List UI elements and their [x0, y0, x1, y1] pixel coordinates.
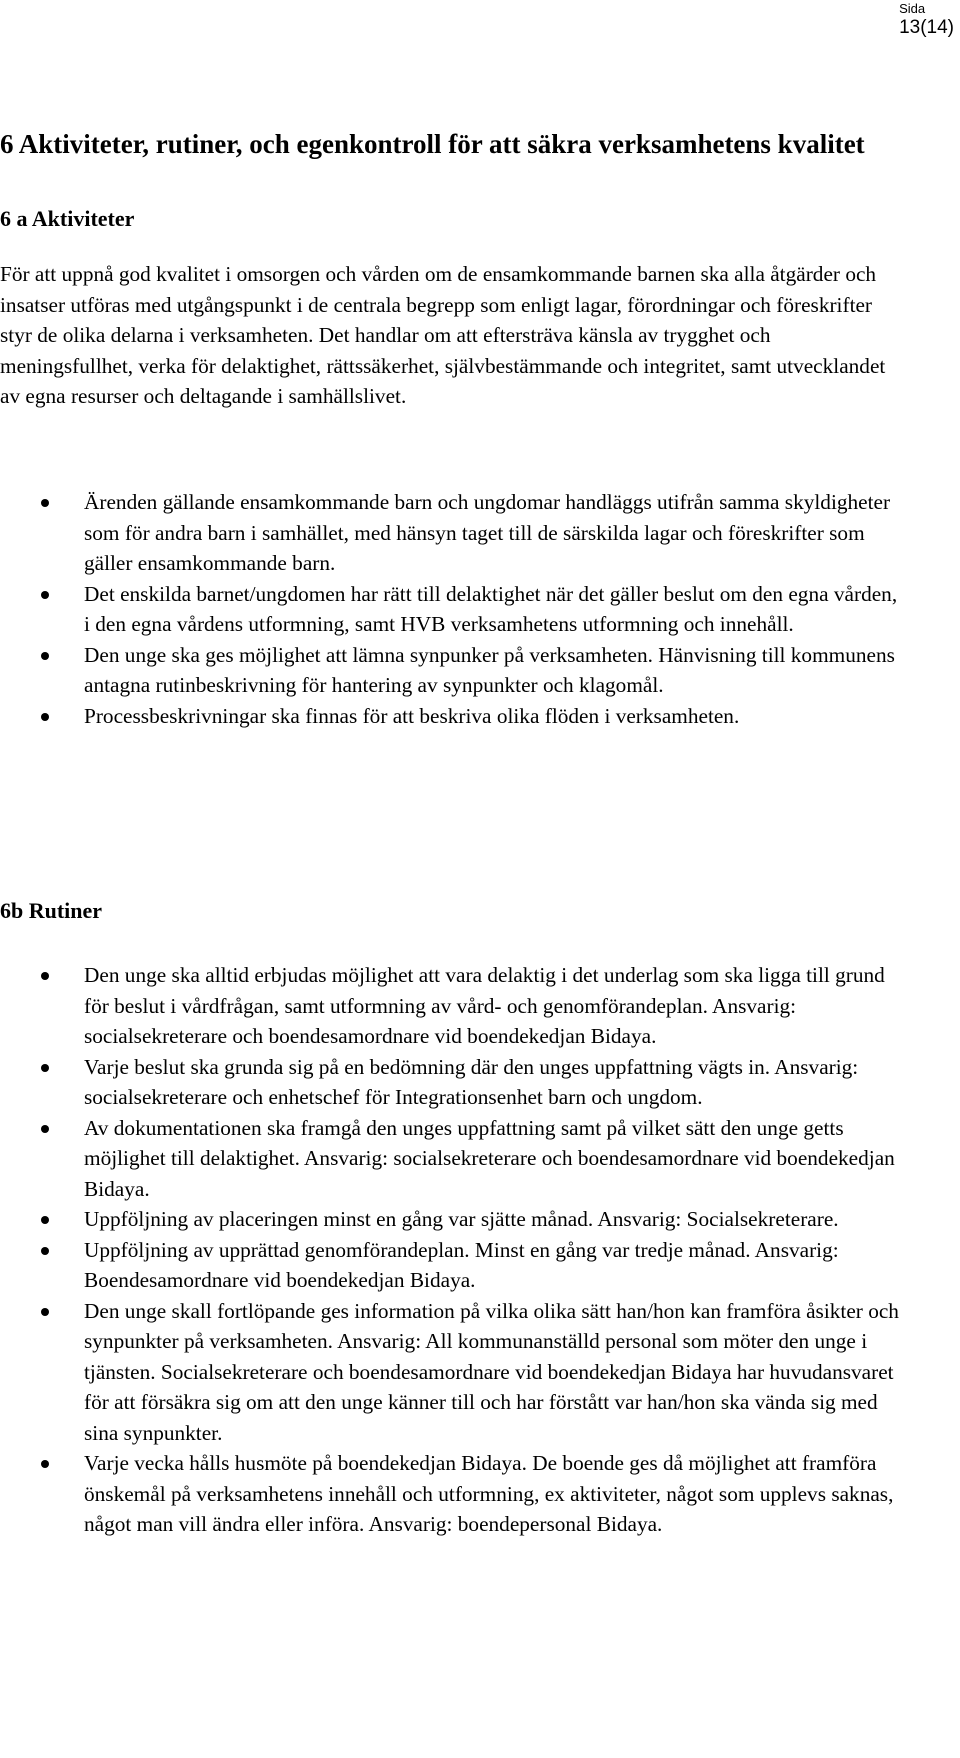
- list-item: Det enskilda barnet/ungdomen har rätt till delaktighet när det gäller beslut om den egna vården, i den egna vårdens utformning, samt HVB verksamhetens utformning och innehåll.: [0, 579, 900, 640]
- bullet-icon: [41, 652, 49, 660]
- bullet-icon: [41, 1247, 49, 1255]
- bullet-icon: [41, 1460, 49, 1468]
- section-6a-bullet-list: [0, 487, 900, 731]
- list-item: Av dokumentationen ska framgå den unges uppfattning samt på vilket sätt den unge getts möjlighet till delaktighet. Ansvarig: socialsekreterare och boendesamordnare vid boendekedjan Bidaya.: [0, 1113, 900, 1205]
- bullet-icon: [41, 591, 49, 599]
- section-6a-paragraph: För att uppnå god kvalitet i omsorgen och vården om de ensamkommande barnen ska alla åtgärder och insatser utföras med utgångspunkt i de centrala begrepp som enligt lagar, förordningar och föreskrifter styr de olika delarna i verksamheten. Det handlar om att eftersträva känsla av trygghet och meningsfullhet, verka för delaktighet, rättssäkerhet, självbestämmande och integritet, samt utvecklandet av egna resurser och deltagande i samhällslivet.: [0, 262, 886, 408]
- list-item: Uppföljning av placeringen minst en gång var sjätte månad. Ansvarig: Socialsekreterare.: [0, 1204, 900, 1235]
- page-label: Sida: [899, 1, 926, 16]
- bullet-icon: [41, 1064, 49, 1072]
- list-item: Varje beslut ska grunda sig på en bedömning där den unges uppfattning vägts in. Ansvarig: socialsekreterare och enhetschef för Integrationsenhet barn och ungdom.: [0, 1052, 900, 1113]
- bullet-icon: [41, 499, 49, 507]
- bullet-icon: [41, 972, 49, 980]
- list-item: Den unge skall fortlöpande ges information på vilka olika sätt han/hon kan framföra åsikter och synpunkter på verksamheten. Ansvarig: All kommunanställd personal som möter den unge i tjänsten. Socialsekreterare och boendesamordnare vid boendekedjan Bidaya har huvudansvaret för att försäkra sig om att den unge känner till och har förstått var han/hon ska vända sig med sina synpunkter.: [0, 1296, 900, 1449]
- list-item: Den unge ska alltid erbjudas möjlighet att vara delaktig i det underlag som ska ligga till grund för beslut i vårdfrågan, samt utformning av vård- och genomförandeplan. Ansvarig: socialsekreterare och boendesamordnare vid boendekedjan Bidaya.: [0, 960, 900, 1052]
- list-item: Den unge ska ges möjlighet att lämna synpunker på verksamheten. Hänvisning till kommunens antagna rutinbeskrivning för hantering av synpunkter och klagomål.: [0, 640, 900, 701]
- section-6b-heading: 6b Rutiner: [0, 898, 103, 923]
- bullet-icon: [41, 1216, 49, 1224]
- bullet-icon: [41, 713, 49, 721]
- page-number: 13(14): [899, 17, 954, 38]
- bullet-icon: [41, 1308, 49, 1316]
- list-item: Uppföljning av upprättad genomförandeplan. Minst en gång var tredje månad. Ansvarig: Boendesamordnare vid boendekedjan Bidaya.: [0, 1235, 900, 1296]
- section-6-heading: 6 Aktiviteter, rutiner, och egenkontroll för att säkra verksamhetens kvalitet: [0, 129, 865, 159]
- section-6a-heading: 6 a Aktiviteter: [0, 206, 135, 231]
- page-header: [899, 0, 954, 40]
- bullet-icon: [41, 1125, 49, 1133]
- section-6b-bullet-list: [0, 960, 900, 1540]
- list-item: Ärenden gällande ensamkommande barn och ungdomar handläggs utifrån samma skyldigheter som för andra barn i samhället, med hänsyn taget till de särskilda lagar och föreskrifter som gäller ensamkommande barn.: [0, 487, 900, 579]
- list-item: Varje vecka hålls husmöte på boendekedjan Bidaya. De boende ges då möjlighet att framföra önskemål på verksamhetens innehåll och utformning, ex aktiviteter, något som upplevs saknas, något man vill ändra eller införa. Ansvarig: boendepersonal Bidaya.: [0, 1448, 900, 1540]
- list-item: Processbeskrivningar ska finnas för att beskriva olika flöden i verksamheten.: [0, 701, 900, 732]
